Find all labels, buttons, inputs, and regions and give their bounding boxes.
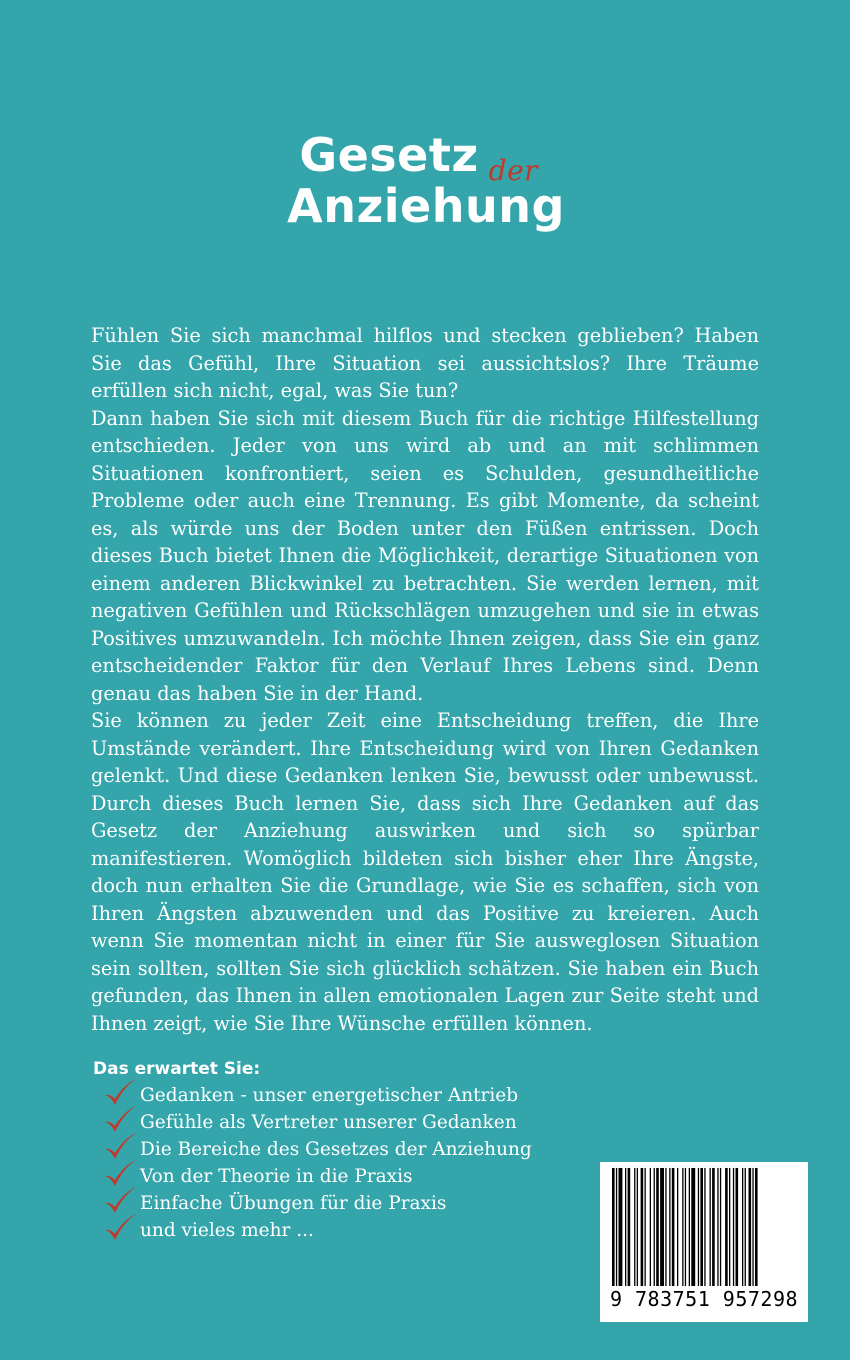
- list-item-text: Gefühle als Vertreter unserer Gedanken: [140, 1112, 517, 1133]
- list-item-text: Einfache Übungen für die Praxis: [140, 1193, 447, 1214]
- barcode-bar: [700, 1168, 703, 1286]
- list-item: [93, 1082, 613, 1109]
- blurb-paragraph-1: Fühlen Sie sich manchmal hilflos und stecken geblieben? Haben Sie das Gefühl, Ihre Situation sei aussichtslos? Ihre Träume erfüllen sich nicht, egal, was Sie tun?: [91, 324, 759, 402]
- title-connector-der: der: [488, 154, 539, 187]
- list-item-text: und vieles mehr ...: [140, 1220, 314, 1241]
- list-item: [93, 1109, 613, 1136]
- barcode-bar: [669, 1168, 670, 1286]
- checkmark-icon: [103, 1132, 137, 1162]
- barcode-bar: [656, 1168, 659, 1286]
- blurb-paragraph-2: Dann haben Sie sich mit diesem Buch für die richtige Hilfestellung entschieden. Jeder von uns wird ab und an mit schlimmen Situationen konfrontiert, seien es Schulden, gesundheitliche Probleme oder auch eine Trennung. Es gibt Momente, da scheint es, als würde uns der Boden unter den Füßen entrissen. Doch dieses Buch bietet Ihnen die Möglichkeit, derartige Situationen von einem anderen Blickwinkel zu betrachten. Sie werden lernen, mit negativen Gefühlen und Rückschlägen umzugehen und sie in etwas Positives umzuwandeln. Ich möchte Ihnen zeigen, dass Sie ein ganz entscheidender Faktor für den Verlauf Ihres Lebens sind. Denn genau das haben Sie in der Hand.: [91, 406, 759, 705]
- barcode-bar: [619, 1168, 623, 1286]
- list-item-text: Von der Theorie in die Praxis: [140, 1166, 413, 1187]
- barcode-bar: [645, 1168, 646, 1286]
- barcode-bar: [677, 1168, 678, 1286]
- blurb-paragraph-3: Sie können zu jeder Zeit eine Entscheidung treffen, die Ihre Umstände verändert. Ihre Entscheidung wird von Ihren Gedanken gelenkt. Und diese Gedanken lenken Sie, bewusst oder unbewusst. Durch dieses Buch lernen Sie, dass sich Ihre Gedanken auf das Gesetz der Anziehung auswirken und sich so spürbar manifestieren. Womöglich bildeten sich bisher eher Ihre Ängste, doch nun erhalten Sie die Grundlage, wie Sie es schaffen, sich von Ihren Ängsten abzuwenden und das Positive zu kreieren. Auch wenn Sie momentan nicht in einer für Sie ausweglosen Situation sein sollten, sollten Sie sich glücklich schätzen. Sie haben ein Buch gefunden, das Ihnen in allen emotionalen Lagen zur Seite steht und Ihnen zeigt, wie Sie Ihre Wünsche erfüllen können.: [91, 709, 759, 1035]
- barcode-bar: [752, 1168, 753, 1286]
- barcode-bar: [616, 1168, 617, 1286]
- barcode-bar: [755, 1168, 758, 1286]
- barcode-bar: [634, 1168, 635, 1286]
- barcode-bar: [641, 1168, 644, 1286]
- barcode-bar: [729, 1168, 730, 1286]
- barcode-bar: [736, 1168, 739, 1286]
- checkmark-icon: [103, 1078, 137, 1108]
- list-item: [93, 1217, 613, 1244]
- barcode-bar: [704, 1168, 705, 1286]
- barcode-bar: [665, 1168, 666, 1286]
- barcode-bar: [637, 1168, 638, 1286]
- barcode-bar: [720, 1168, 721, 1286]
- blurb-text: [91, 322, 759, 1037]
- barcode-bar: [717, 1168, 718, 1286]
- barcode-bar: [712, 1168, 715, 1286]
- list-item-text: Gedanken - unser energetischer Antrieb: [140, 1085, 519, 1106]
- list-item-text: Die Bereiche des Gesetzes der Anziehung: [140, 1139, 532, 1160]
- isbn-barcode: [600, 1162, 808, 1322]
- list-item: [93, 1136, 613, 1163]
- checkmark-icon: [103, 1213, 137, 1243]
- list-item: [93, 1190, 613, 1217]
- expectations-list: [93, 1082, 613, 1244]
- title-word-gesetz: Gesetz: [299, 128, 479, 182]
- barcode-bar: [612, 1168, 615, 1286]
- expectations-section: [93, 1056, 613, 1244]
- barcode-bar: [725, 1168, 728, 1286]
- barcode-bar: [682, 1168, 683, 1286]
- barcode-bar: [710, 1168, 711, 1286]
- expectations-heading: Das erwartet Sie:: [93, 1059, 261, 1079]
- checkmark-icon: [103, 1105, 137, 1135]
- barcode-bar: [660, 1168, 664, 1286]
- list-item: [93, 1163, 613, 1190]
- isbn-number: 9 783751 957298: [609, 1287, 799, 1311]
- book-title: [0, 128, 850, 233]
- checkmark-icon: [103, 1159, 137, 1189]
- checkmark-icon: [103, 1186, 137, 1216]
- barcode-bar: [625, 1168, 626, 1286]
- title-line-1: [299, 128, 539, 187]
- barcode-bar: [749, 1168, 752, 1286]
- barcode-bar: [742, 1168, 743, 1286]
- title-line-2: Anziehung: [287, 179, 565, 233]
- barcode-bar: [745, 1168, 746, 1286]
- barcode-bar: [628, 1168, 631, 1286]
- barcode-bar: [654, 1168, 655, 1286]
- barcode-bar: [698, 1168, 699, 1286]
- barcode-bar: [733, 1168, 734, 1286]
- barcode-bars: [610, 1168, 798, 1288]
- barcode-bar: [672, 1168, 675, 1286]
- barcode-bar: [685, 1168, 686, 1286]
- barcode-bar: [691, 1168, 695, 1286]
- barcode-bar: [650, 1168, 651, 1286]
- barcode-bar: [689, 1168, 690, 1286]
